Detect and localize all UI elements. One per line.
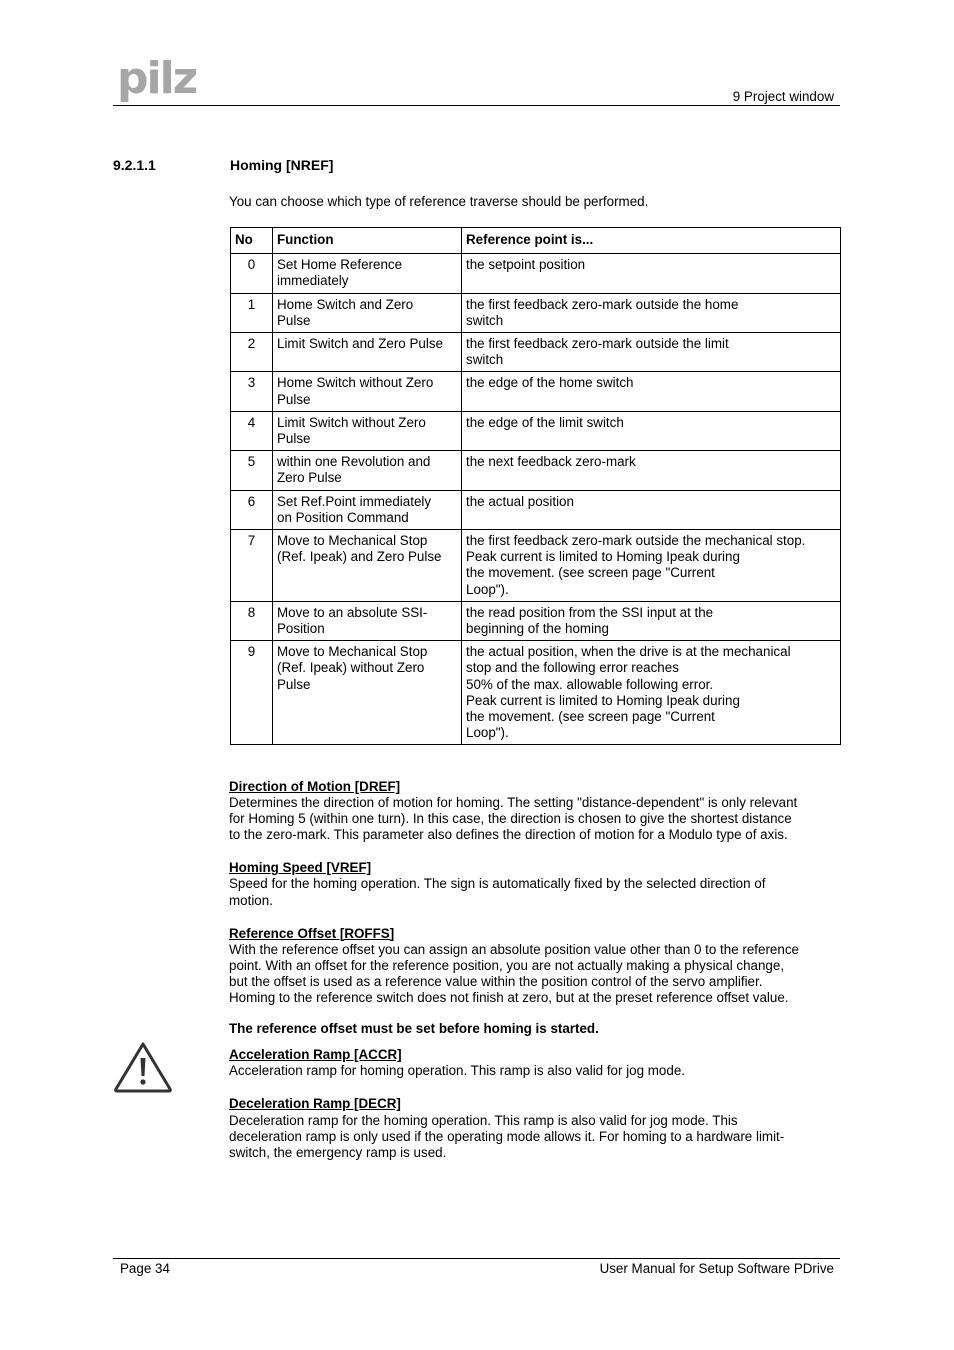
cell-no: 7 bbox=[231, 530, 273, 602]
cell-no: 8 bbox=[231, 601, 273, 640]
table-header-row bbox=[231, 228, 841, 254]
table-row bbox=[231, 333, 841, 372]
cell-reference: the actual position, when the drive is at the mechanical stop and the following error reaches 50% of the max. allowable following error. Peak current is limited to Homing Ipeak during the movement. (see screen page "Current Loop"). bbox=[462, 641, 841, 745]
decr-title: Deceleration Ramp [DECR] bbox=[229, 1096, 401, 1112]
svg-text:pilz: pilz bbox=[117, 57, 197, 103]
cell-no: 4 bbox=[231, 411, 273, 450]
table-row bbox=[231, 490, 841, 529]
footer-divider bbox=[113, 1258, 840, 1259]
table-row bbox=[231, 451, 841, 490]
cell-function: Home Switch without Zero Pulse bbox=[273, 372, 462, 411]
table-row bbox=[231, 601, 841, 640]
section-title: Homing [NREF] bbox=[230, 157, 334, 173]
roffs-text: With the reference offset you can assign an absolute position value other than 0 to the reference point. With an offset for the reference position, you are not actually making a physical change, but the offset is used as a reference value within the position control of the servo amplifier. Homing to the reference switch does not finish at zero, but at the preset reference offset value. bbox=[229, 941, 799, 1006]
table-row bbox=[231, 254, 841, 293]
table-row bbox=[231, 641, 841, 745]
cell-function: Set Home Reference immediately bbox=[273, 254, 462, 293]
cell-reference: the edge of the home switch bbox=[462, 372, 841, 411]
table-row bbox=[231, 293, 841, 332]
header-divider bbox=[113, 105, 840, 106]
cell-reference: the edge of the limit switch bbox=[462, 411, 841, 450]
chapter-title: 9 Project window bbox=[732, 89, 834, 104]
cell-function: Set Ref.Point immediately on Position Command bbox=[273, 490, 462, 529]
cell-no: 6 bbox=[231, 490, 273, 529]
page-number: Page 34 bbox=[120, 1261, 170, 1276]
table-row bbox=[231, 411, 841, 450]
pilz-logo bbox=[117, 57, 201, 103]
cell-function: Move to an absolute SSI- Position bbox=[273, 601, 462, 640]
warning-triangle-icon bbox=[112, 1040, 174, 1094]
warning-text: The reference offset must be set before homing is started. bbox=[229, 1021, 599, 1037]
dref-title: Direction of Motion [DREF] bbox=[229, 779, 401, 794]
cell-function: Limit Switch and Zero Pulse bbox=[273, 333, 462, 372]
cell-no: 0 bbox=[231, 254, 273, 293]
section-intro: You can choose which type of reference traverse should be performed. bbox=[229, 194, 649, 209]
cell-reference: the actual position bbox=[462, 490, 841, 529]
cell-function: Move to Mechanical Stop (Ref. Ipeak) and Zero Pulse bbox=[273, 530, 462, 602]
cell-reference: the read position from the SSI input at the beginning of the homing bbox=[462, 601, 841, 640]
cell-no: 9 bbox=[231, 641, 273, 745]
parameter-descriptions bbox=[229, 779, 804, 1178]
cell-reference: the first feedback zero-mark outside the mechanical stop. Peak current is limited to Homing Ipeak during the movement. (see screen page "Current Loop"). bbox=[462, 530, 841, 602]
cell-no: 2 bbox=[231, 333, 273, 372]
homing-types-table bbox=[230, 227, 841, 745]
roffs-title: Reference Offset [ROFFS] bbox=[229, 925, 395, 941]
cell-reference: the setpoint position bbox=[462, 254, 841, 293]
cell-function: Limit Switch without Zero Pulse bbox=[273, 411, 462, 450]
accr-text: Acceleration ramp for homing operation. This ramp is also valid for jog mode. bbox=[229, 1063, 685, 1079]
vref-title: Homing Speed [VREF] bbox=[229, 860, 372, 876]
cell-reference: the next feedback zero-mark bbox=[462, 451, 841, 490]
cell-reference: the first feedback zero-mark outside the home switch bbox=[462, 293, 841, 332]
accr-title: Acceleration Ramp [ACCR] bbox=[229, 1047, 402, 1063]
cell-no: 1 bbox=[231, 293, 273, 332]
decr-text: Deceleration ramp for the homing operation. This ramp is also valid for jog mode. This deceleration ramp is only used if the operating mode allows it. For homing to a hardware limit-switch, the emergency ramp is used. bbox=[229, 1112, 785, 1160]
cell-reference: the first feedback zero-mark outside the limit switch bbox=[462, 333, 841, 372]
table-row bbox=[231, 530, 841, 602]
dref-text: Determines the direction of motion for homing. The setting "distance-dependent" is only relevant for Homing 5 (within one turn). In this case, the direction is chosen to give the shortest distance to the zero-mark. This parameter also defines the direction of motion for a Modulo type of axis. bbox=[229, 795, 798, 843]
table-row bbox=[231, 372, 841, 411]
cell-function: within one Revolution and Zero Pulse bbox=[273, 451, 462, 490]
col-header-reference: Reference point is... bbox=[462, 228, 841, 254]
cell-no: 3 bbox=[231, 372, 273, 411]
col-header-function: Function bbox=[273, 228, 462, 254]
cell-no: 5 bbox=[231, 451, 273, 490]
manual-title: User Manual for Setup Software PDrive bbox=[599, 1261, 834, 1276]
cell-function: Move to Mechanical Stop (Ref. Ipeak) without Zero Pulse bbox=[273, 641, 462, 745]
vref-text: Speed for the homing operation. The sign is automatically fixed by the selected direction of motion. bbox=[229, 876, 766, 908]
table-body bbox=[231, 254, 841, 745]
col-header-no: No bbox=[231, 228, 273, 254]
section-number: 9.2.1.1 bbox=[113, 157, 156, 173]
cell-function: Home Switch and Zero Pulse bbox=[273, 293, 462, 332]
